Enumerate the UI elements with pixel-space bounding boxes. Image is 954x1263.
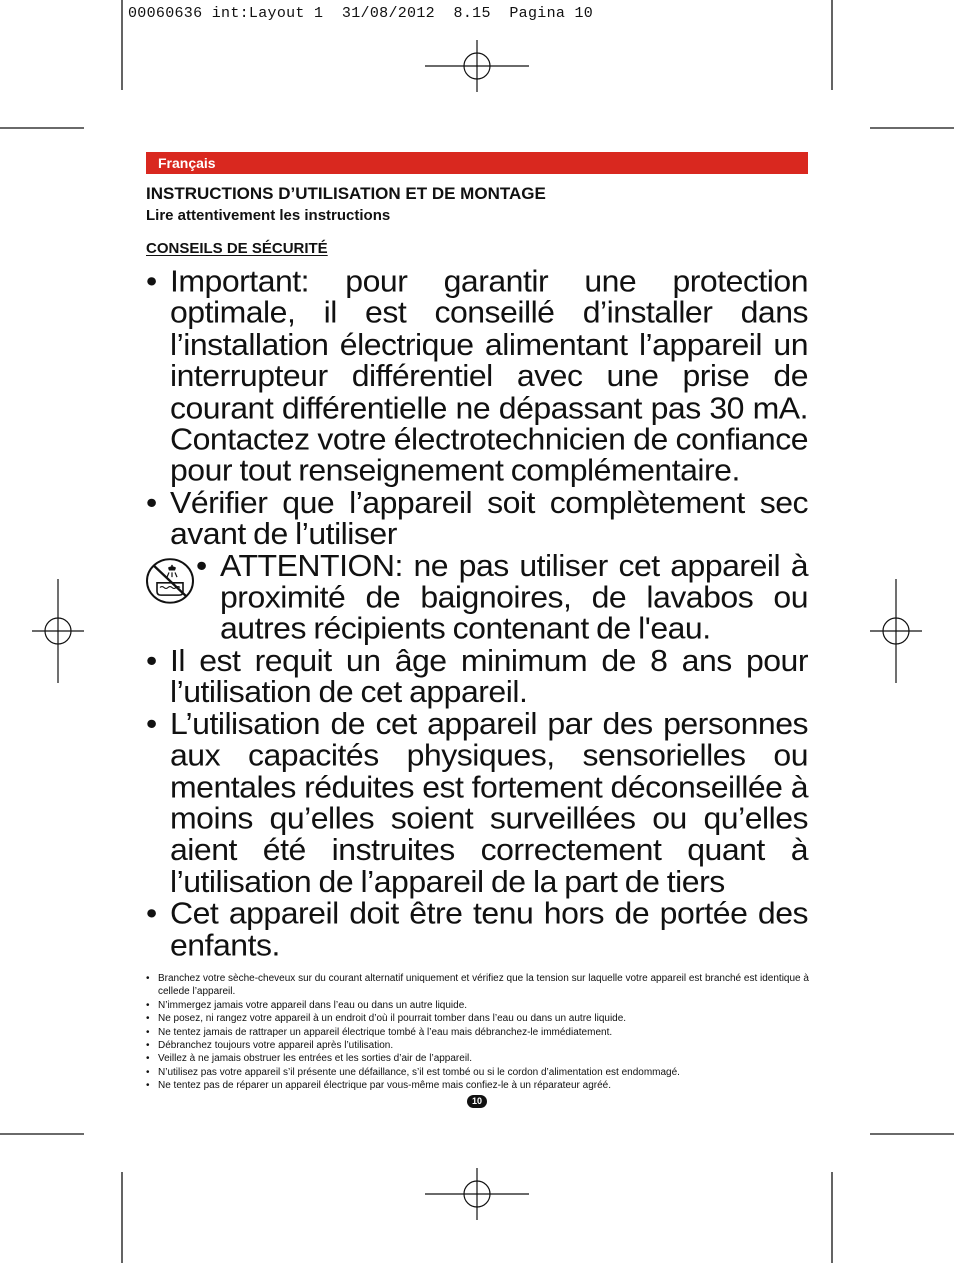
safety-section-title: CONSEILS DE SÉCURITÉ: [146, 240, 328, 257]
language-tab: Français: [146, 152, 808, 174]
printer-slug: 00060636 int:Layout 1 31/08/2012 8.15 Pagina 10: [128, 5, 594, 22]
registration-mark-bottom-icon: [425, 1168, 529, 1220]
bullet: •: [146, 643, 157, 678]
bullet: •: [146, 895, 157, 930]
registration-mark-right-icon: [870, 579, 922, 683]
safety-warning-item: [142, 550, 808, 645]
precaution-item: • Ne tentez jamais de rattraper un appareil électrique tombé à l’eau mais débranchez-le immédiatement.: [146, 1026, 810, 1039]
precaution-item: • Ne tentez pas de réparer un appareil électrique par vous-même mais confiez-le à un réparateur agréé.: [146, 1079, 810, 1092]
no-water-bath-icon: [144, 556, 196, 605]
usage-precautions-list: [146, 972, 810, 1093]
bullet: •: [146, 485, 157, 520]
page-number: 10: [467, 1095, 487, 1108]
safety-warning-item: [142, 895, 808, 962]
precaution-item: • N’utilisez pas votre appareil s’il présente une défaillance, s’il est tombé ou si le cordon d’alimentation est endommagé.: [146, 1066, 810, 1079]
precaution-item: • Veillez à ne jamais obstruer les entrées et les sorties d’air de l’appareil.: [146, 1052, 810, 1065]
safety-warning-item: [142, 645, 808, 708]
registration-mark-top-icon: [425, 40, 529, 92]
safety-warning-text: Cet appareil doit être tenu hors de portée des enfants.: [170, 895, 808, 962]
safety-warning-text: Important: pour garantir une protection optimale, il est conseillé d’installer dans l’installation électrique alimentant l’appareil un interrupteur différentiel avec une prise de courant différentielle ne dépassant pas 30 mA. Contactez votre électrotechnicien de confiance pour tout renseignement complémentaire.: [170, 264, 808, 488]
precaution-item: • N’immergez jamais votre appareil dans l’eau ou dans un autre liquide.: [146, 999, 810, 1012]
registration-mark-left-icon: [32, 579, 84, 683]
safety-warnings-list: [142, 266, 808, 961]
safety-warning-text: ATTENTION: ne pas utiliser cet appareil à proximité de baignoires, de lavabos ou autres récipients contenant de l'eau.: [220, 548, 808, 646]
precaution-item: • Débranchez toujours votre appareil après l’utilisation.: [146, 1039, 810, 1052]
safety-warning-item: [142, 708, 808, 898]
bullet: •: [196, 548, 207, 583]
safety-warning-text: L’utilisation de cet appareil par des personnes aux capacités physiques, sensorielles ou mentales réduites est fortement déconseillée à moins qu’elles soient surveillées ou qu’elles aient été instruites correctement quant à l’utilisation de l’appareil de la part de tiers: [170, 706, 808, 899]
instructions-heading: INSTRUCTIONS D’UTILISATION ET DE MONTAGE: [146, 184, 546, 203]
bullet: •: [146, 264, 157, 299]
safety-warning-item: [142, 266, 808, 487]
precaution-item: • Branchez votre sèche-cheveux sur du courant alternatif uniquement et vérifiez que la tension sur laquelle votre appareil est branché est identique à cellede l’appareil.: [146, 972, 810, 999]
instructions-subheading: Lire attentivement les instructions: [146, 207, 391, 224]
bullet: •: [146, 706, 157, 741]
safety-warning-text: Il est requit un âge minimum de 8 ans pour l’utilisation de cet appareil.: [170, 643, 808, 709]
safety-warning-text: Vérifier que l’appareil soit complètement sec avant de l’utiliser: [170, 485, 808, 551]
safety-warning-item: [142, 487, 808, 550]
precaution-item: • Ne posez, ni rangez votre appareil à un endroit d’où il pourrait tomber dans l’eau ou dans un autre liquide.: [146, 1012, 810, 1025]
